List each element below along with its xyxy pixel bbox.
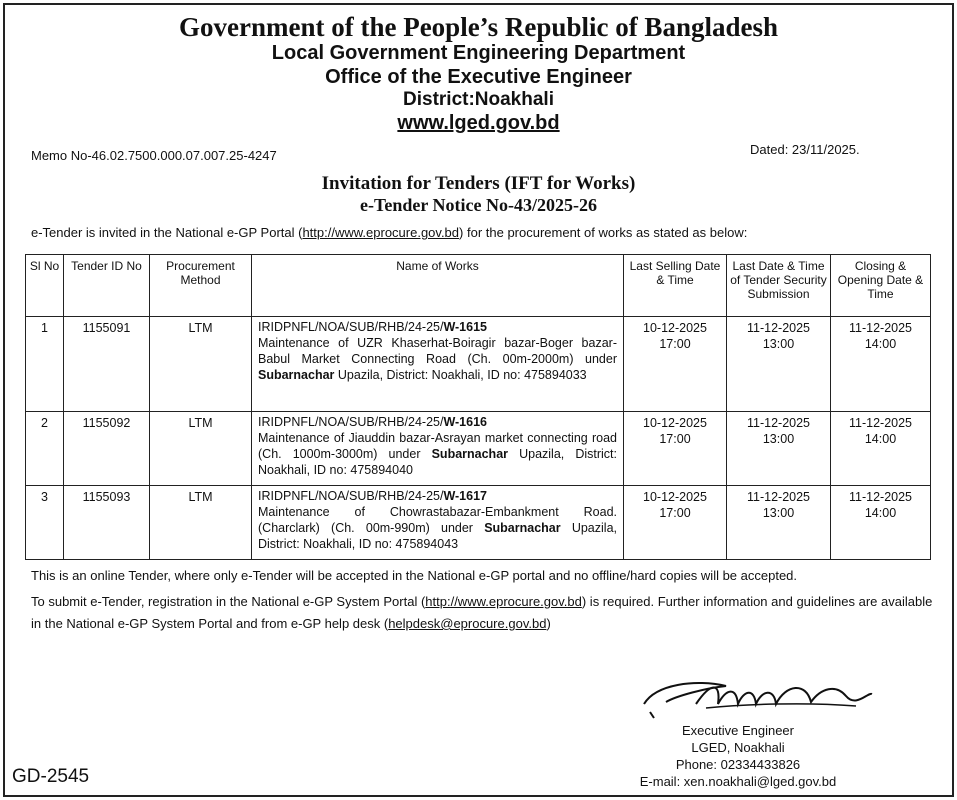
security-time: 13:00	[762, 506, 795, 520]
tender-table	[25, 254, 931, 560]
cell-works	[252, 486, 624, 560]
package-code: W-1616	[443, 415, 487, 429]
closing-time: 14:00	[864, 432, 897, 446]
cell-sl: 3	[26, 486, 64, 560]
cell-closing	[831, 317, 931, 412]
works-desc: Maintenance of UZR Khaserhat-Boiragir bazar-Boger bazar-Babul Market Connecting Road (Ch. 00m-2000m) under	[258, 336, 617, 366]
website-line	[0, 112, 957, 135]
upazila-name: Subarnachar	[431, 447, 509, 461]
closing-date: 11-12-2025	[848, 321, 912, 335]
cell-tender-id: 1155092	[64, 412, 150, 486]
intro-after: ) for the procurement of works as stated as below:	[459, 225, 748, 240]
security-date: 11-12-2025	[746, 490, 810, 504]
works-desc: Maintenance of Chowrastabazar-Embankment Road. (Charclark) (Ch. 00m-990m) under	[258, 505, 617, 535]
government-title: Government of the People’s Republic of Bangladesh	[179, 12, 778, 42]
selling-date: 10-12-2025	[643, 490, 707, 504]
package-code: W-1615	[443, 320, 487, 334]
security-time: 13:00	[762, 432, 795, 446]
package-code: W-1617	[443, 489, 487, 503]
registration-text-c: )	[546, 616, 551, 631]
header-last-date: Last Date & Time of Tender Security Submission	[727, 255, 831, 317]
cell-last-selling	[624, 412, 727, 486]
signatory-office: LGED, Noakhali	[691, 740, 785, 755]
intro-before: e-Tender is invited in the National e-GP Portal (	[31, 225, 303, 240]
cell-tender-id: 1155093	[64, 486, 150, 560]
cell-works	[252, 412, 624, 486]
cell-works	[252, 317, 624, 412]
notice-title: Invitation for Tenders (IFT for Works)	[321, 173, 636, 194]
selling-date: 10-12-2025	[643, 321, 707, 335]
table-row	[26, 486, 931, 560]
district-title: District:Noakhali	[403, 89, 554, 110]
closing-time: 14:00	[864, 506, 897, 520]
cell-method: LTM	[150, 412, 252, 486]
cell-method: LTM	[150, 317, 252, 412]
cell-last-selling	[624, 486, 727, 560]
works-desc-end: Upazila, District: Noakhali, ID no: 475894043	[258, 521, 617, 551]
registration-text-a: To submit e-Tender, registration in the National e-GP System Portal (	[31, 594, 426, 609]
security-time: 13:00	[762, 337, 795, 351]
header-works: Name of Works	[252, 255, 624, 317]
table-row	[26, 412, 931, 486]
works-desc-end: Upazila, District: Noakhali, ID no: 475894040	[258, 447, 617, 477]
package-prefix: IRIDPNFL/NOA/SUB/RHB/24-25/	[258, 489, 444, 503]
upazila-name: Subarnachar	[484, 521, 561, 535]
cell-method: LTM	[150, 486, 252, 560]
cell-closing	[831, 486, 931, 560]
gd-number: GD-2545	[12, 766, 90, 787]
signatory-phone: Phone: 02334433826	[675, 757, 801, 772]
selling-date: 10-12-2025	[643, 416, 707, 430]
package-prefix: IRIDPNFL/NOA/SUB/RHB/24-25/	[258, 320, 444, 334]
table-header-row	[26, 255, 931, 317]
header-method: Procurement Method	[150, 255, 252, 317]
works-desc-end: Upazila, District: Noakhali, ID no: 475894033	[334, 368, 587, 382]
registration-note	[31, 591, 933, 635]
memo-number: Memo No-46.02.7500.000.07.007.25-4247	[31, 148, 277, 163]
table-row	[26, 317, 931, 412]
header-last-selling: Last Selling Date & Time	[624, 255, 727, 317]
cell-sl: 1	[26, 317, 64, 412]
security-date: 11-12-2025	[746, 416, 810, 430]
notice-number: e-Tender Notice No-43/2025-26	[360, 195, 597, 215]
registration-text-b: ) is required. Further information and guidelines are available in the National e-GP System Portal and from e-GP help desk (	[31, 594, 933, 631]
security-date: 11-12-2025	[746, 321, 810, 335]
selling-time: 17:00	[659, 432, 691, 446]
closing-time: 14:00	[864, 337, 897, 351]
cell-security	[727, 412, 831, 486]
website-link[interactable]: www.lged.gov.bd	[397, 112, 560, 134]
online-tender-note: This is an online Tender, where only e-Tender will be accepted in the National e-GP portal and no offline/hard copies will be accepted.	[31, 568, 798, 583]
signatory-email: E-mail: xen.noakhali@lged.gov.bd	[639, 774, 837, 789]
selling-time: 17:00	[659, 337, 691, 351]
upazila-name: Subarnachar	[258, 368, 335, 382]
office-title: Office of the Executive Engineer	[325, 66, 632, 88]
works-desc: Maintenance of Jiauddin bazar-Asrayan market connecting road (Ch. 1000m-3000m) under	[258, 431, 617, 461]
closing-date: 11-12-2025	[848, 490, 912, 504]
signature-image	[636, 674, 876, 724]
header-tender-id: Tender ID No	[64, 255, 150, 317]
department-title: Local Government Engineering Department	[271, 42, 686, 64]
dated: Dated: 23/11/2025.	[750, 142, 860, 157]
helpdesk-email-link[interactable]: helpdesk@eprocure.gov.bd	[388, 616, 547, 631]
cell-security	[727, 317, 831, 412]
cell-closing	[831, 412, 931, 486]
cell-last-selling	[624, 317, 727, 412]
intro-text	[31, 225, 747, 240]
cell-tender-id: 1155091	[64, 317, 150, 412]
selling-time: 17:00	[659, 506, 691, 520]
package-prefix: IRIDPNFL/NOA/SUB/RHB/24-25/	[258, 415, 444, 429]
signatory-title: Executive Engineer	[681, 723, 794, 738]
header-closing: Closing & Opening Date & Time	[831, 255, 931, 317]
header-sl: Sl No	[26, 255, 64, 317]
cell-security	[727, 486, 831, 560]
registration-link[interactable]: http://www.eprocure.gov.bd	[425, 594, 582, 609]
eprocure-link[interactable]: http://www.eprocure.gov.bd	[302, 225, 460, 240]
cell-sl: 2	[26, 412, 64, 486]
closing-date: 11-12-2025	[848, 416, 912, 430]
